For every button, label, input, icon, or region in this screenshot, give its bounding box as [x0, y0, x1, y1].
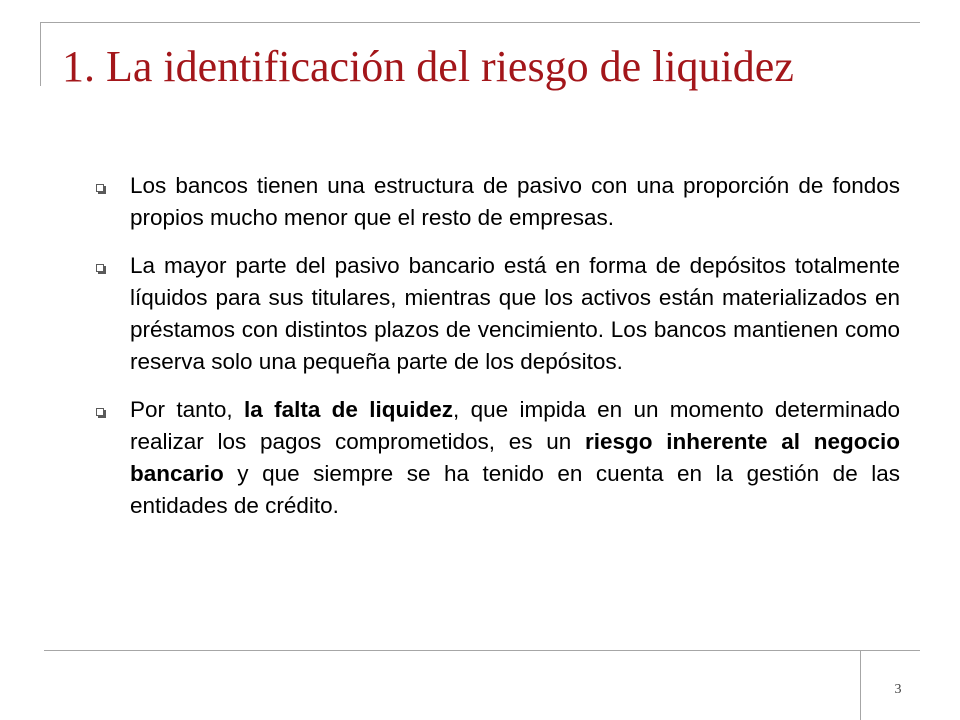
bullet-text-3-part-2: , que impida en un momento determinado realizar los pagos comprometidos, es un: [130, 397, 900, 454]
bullet-item-3: [94, 394, 900, 522]
frame-bottom-line: [44, 650, 920, 651]
frame-footer-divider: [860, 650, 861, 720]
bullet-list: [94, 170, 900, 538]
hollow-square-bullet-icon: [96, 184, 104, 192]
frame-top-line: [40, 22, 920, 23]
bullet-text-2: La mayor parte del pasivo bancario está en forma de depósitos totalmente líquidos para sus titulares, mientras que los activos están materializados en préstamos con distintos plazos de vencimiento. Los bancos mantienen como reserva solo una pequeña parte de los depósitos.: [130, 253, 900, 374]
hollow-square-bullet-icon: [96, 408, 104, 416]
page-number: 3: [894, 682, 902, 697]
bullet-item-1: [94, 170, 900, 234]
bullet-text-3-part-1: Por tanto,: [130, 397, 244, 422]
bullet-text-1: Los bancos tienen una estructura de pasivo con una proporción de fondos propios mucho menor que el resto de empresas.: [130, 173, 900, 230]
slide-title: 1. La identificación del riesgo de liquidez: [62, 42, 794, 91]
frame-left-line: [40, 22, 41, 86]
bullet-text-3-bold-liquidity: la falta de liquidez: [243, 397, 454, 422]
bullet-text-3-bold-risk: riesgo inherente al negocio bancario: [130, 429, 900, 486]
bullet-item-2: [94, 250, 900, 378]
bullet-text-3-part-3: y que siempre se ha tenido en cuenta en la gestión de las entidades de crédito.: [130, 461, 900, 518]
hollow-square-bullet-icon: [96, 264, 104, 272]
